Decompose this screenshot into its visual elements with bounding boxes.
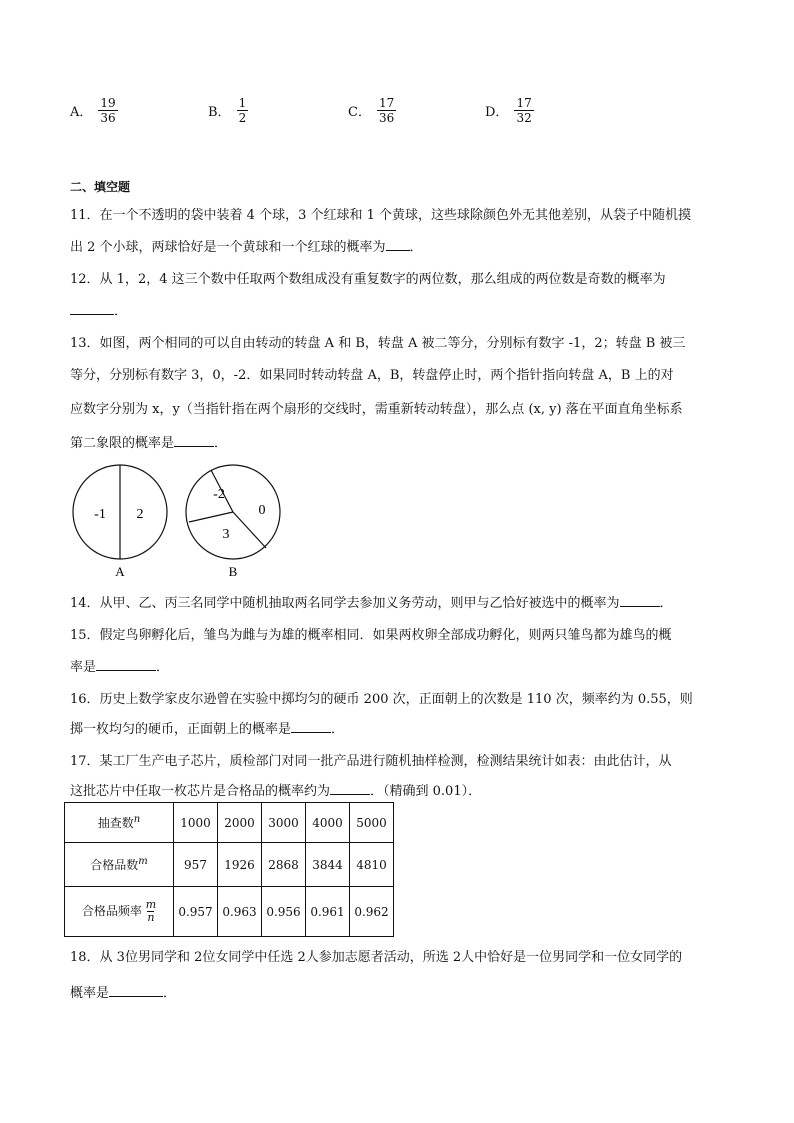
spinner-a-right-value: 2	[136, 507, 144, 522]
answer-blank	[109, 984, 163, 997]
table-cell: 4810	[350, 843, 394, 887]
section-title: 二、填空题	[70, 180, 131, 194]
table-cell: 3844	[306, 843, 350, 887]
q17-line1: 17．某工厂生产电子芯片，质检部门对同一批产品进行随机抽样检测，检测结果统计如表：由此估计，从	[70, 754, 672, 769]
row-header: 合格品数$^m$	[65, 843, 174, 887]
answer-blank	[330, 782, 370, 795]
fraction: $\frac{17}{32}$	[516, 96, 532, 125]
fraction: $\frac{17}{36}$	[378, 96, 395, 125]
spinner-figure	[66, 462, 290, 582]
spinner-b-bottom-value: 3	[222, 527, 230, 542]
row-header: 抽查数$^n$	[65, 803, 174, 843]
inspection-table	[64, 802, 394, 937]
q16-line1: 16．历史上数学家皮尔逊曾在实验中掷均匀的硬币 200 次，正面朝上的次数是 110 次，频率约为 0.55，则	[70, 692, 693, 707]
q16-line2: 掷一枚均匀的硬币，正面朝上的概率是 ．	[70, 722, 345, 737]
fraction: $\frac{m}{n}$	[145, 898, 157, 924]
table-cell: 1000	[174, 803, 218, 843]
q13-line4: 第二象限的概率是 ．	[70, 436, 228, 451]
table-cell: 0.961	[306, 887, 350, 937]
table-cell: 1926	[218, 843, 262, 887]
q11-line1: 11．在一个不透明的袋中装着 4 个球，3 个红球和 1 个黄球，这些球除颜色外无其他差别，从袋子中随机摸	[70, 208, 692, 223]
table-cell: 5000	[350, 803, 394, 843]
row-header: 合格品频率 $\frac{m}{n}$	[65, 887, 174, 937]
q13-line1: 13．如图，两个相同的可以自由转动的转盘 A 和 B，转盘 A 被二等分，分别标有数字 -1，2；转盘 B 被三	[70, 336, 686, 351]
answer-blank	[386, 238, 410, 251]
q11-line2: 出 2 个小球，两球恰好是一个黄球和一个红球的概率为 ．	[70, 240, 423, 255]
table-cell: 3000	[262, 803, 306, 843]
q15-line2: 率是 ．	[70, 660, 170, 675]
spinner-a	[73, 465, 167, 579]
q15-line1: 15．假定鸟卵孵化后，雏鸟为雌与为雄的概率相同．如果两枚卵全部成功孵化，则两只雏鸟都为雄鸟的概	[70, 628, 672, 643]
table-cell: 0.957	[174, 887, 218, 937]
option-a: A． $\frac{19}{36}$	[70, 96, 116, 125]
table-cell: 4000	[306, 803, 350, 843]
q14-line1: 14．从甲、乙、丙三名同学中随机抽取两名同学去参加义务劳动，则甲与乙恰好被选中的概率为 ．	[70, 596, 673, 611]
table-cell: 2868	[262, 843, 306, 887]
answer-blank	[70, 302, 114, 315]
option-b: B． $\frac{1}{2}$	[208, 96, 247, 125]
table-cell: 0.963	[218, 887, 262, 937]
table-cell: 957	[174, 843, 218, 887]
q12-line2: ．	[70, 300, 127, 319]
answer-blank	[620, 594, 660, 607]
option-c: C． $\frac{17}{36}$	[348, 96, 395, 125]
spinner-a-label: A	[115, 564, 125, 579]
q18-line2: 概率是 ．	[70, 986, 177, 1001]
table-cell: 2000	[218, 803, 262, 843]
spinner-b	[186, 465, 280, 579]
table-row	[65, 843, 394, 887]
spinner-b-top-value: -2	[213, 487, 225, 502]
answer-blank	[96, 658, 156, 671]
fraction: $\frac{1}{2}$	[238, 96, 247, 125]
table-row	[65, 887, 394, 937]
table-cell: 0.962	[350, 887, 394, 937]
fraction: $\frac{19}{36}$	[100, 96, 116, 125]
q18-line1: 18．从 3位男同学和 2位女同学中任选 2人参加志愿者活动，所选 2人中恰好是一位男同学和一位女同学的	[70, 950, 683, 965]
table-cell: 0.956	[262, 887, 306, 937]
spinner-a-left-value: -1	[94, 507, 106, 522]
answer-blank	[174, 434, 214, 447]
q12-line1: 12．从 1，2，4 这三个数中任取两个数组成没有重复数字的两位数，那么组成的两位数是奇数的概率为	[70, 272, 666, 287]
q17-line2: 这批芯片中任取一枚芯片是合格品的概率约为 ．（精确到 0.01）．	[70, 784, 482, 799]
q13-line3: 应数字分别为 x，y（当指针指在两个扇形的交线时，需重新转动转盘），那么点 (x, y) 落在平面直角坐标系	[70, 402, 683, 417]
table-row	[65, 803, 394, 843]
option-d: D． $\frac{17}{32}$	[485, 96, 532, 125]
answer-blank	[291, 720, 331, 733]
spinner-b-label: B	[228, 564, 238, 579]
q13-line2: 等分，分别标有数字 3，0，-2．如果同时转动转盘 A，B，转盘停止时，两个指针指向转盘 A，B 上的对	[70, 368, 674, 383]
spinner-b-right-value: 0	[258, 503, 266, 518]
